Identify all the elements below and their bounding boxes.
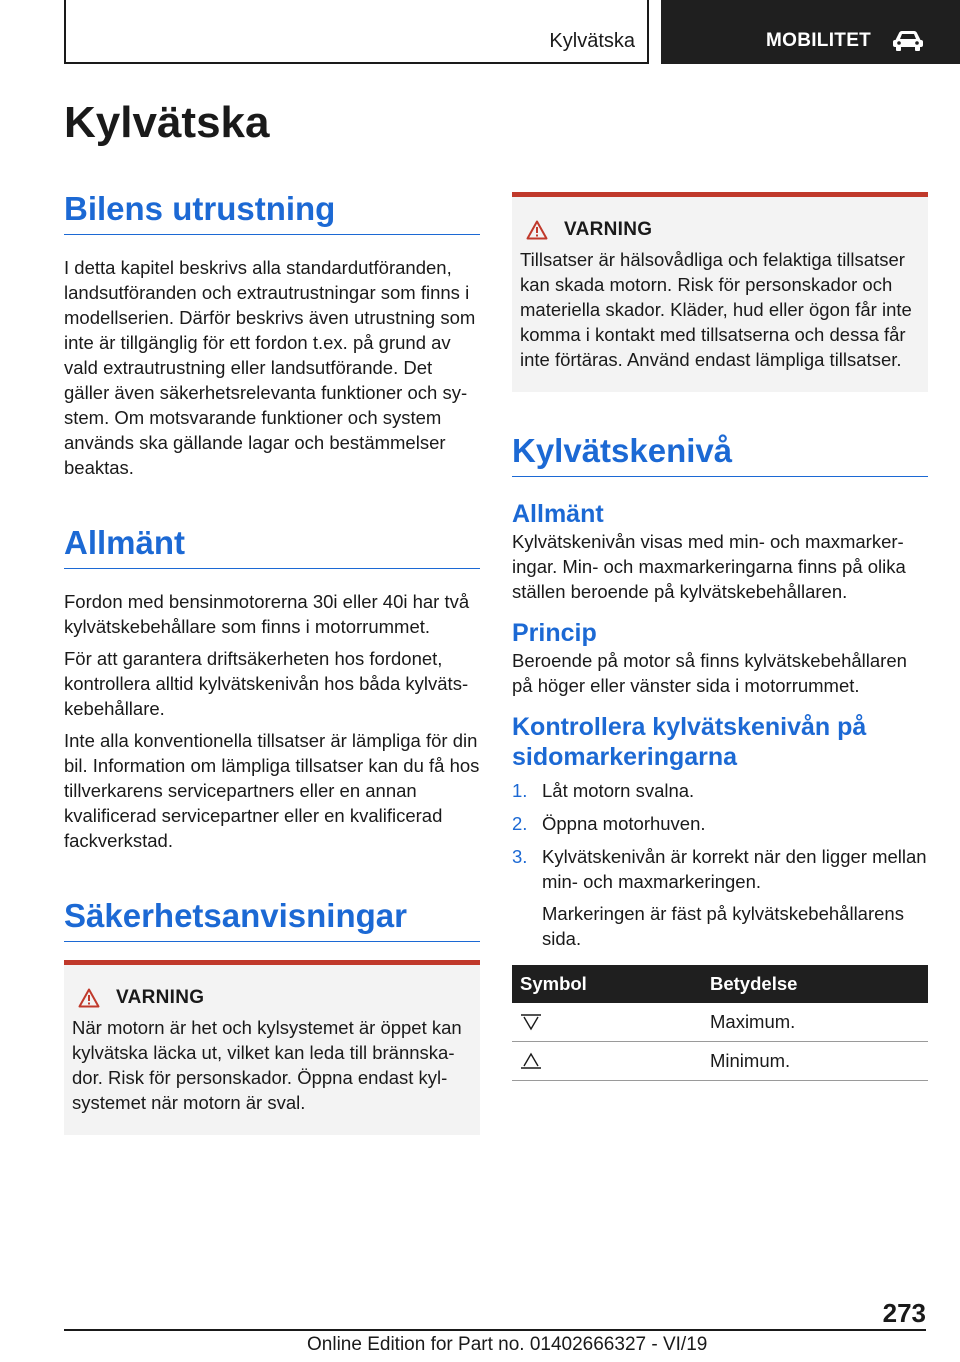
warning-triangle-icon [526,220,548,240]
symbol-table [512,965,928,1081]
warning-text: Tillsatser är hälsovådliga och felaktiga tillsatser kan skada motorn. Risk för personskador och materiella skador. Kläder, hud eller ögon får inte komma i kontakt med tillsatserna och dessa får inte förtäras. Använd endast lämpliga tillsatser. [520,249,912,370]
table-row [512,1042,928,1081]
niva-allmant-text: Kylvätskenivån visas med min- och maxmarkeringar. Min- och maxmarkeringarna finns på olika ställen beroende på kylvätskebehållaren. [512,531,906,602]
heading-kylvatskeniva: Kylvätskenivå [512,432,928,477]
warning-text: När motorn är het och kylsystemet är öppet kan kylvätska läcka ut, vilket kan leda till brännskador. Risk för personskador. Öppna endast kylsystemet när motorn är sval. [72,1017,462,1113]
table-cell-meaning: Minimum. [702,1042,928,1081]
header-title: Kylvätska [549,30,635,52]
warning-box-hot-coolant [64,960,480,1135]
heading-allmant: Allmänt [64,524,480,569]
footer-divider [64,1329,926,1331]
table-header-meaning: Betydelse [702,965,928,1003]
list-item: 2. Öppna motorhuven. [512,813,706,834]
allmant-paragraph-2: För att garantera driftsäkerheten hos fordonet, kontrollera alltid kylvätskenivån hos båda kylvätskebehållare. [64,648,469,719]
step3-note: Markeringen är fäst på kylvätskebehållarens sida. [542,903,904,949]
max-mark-icon [520,1013,542,1031]
allmant-paragraph-1: Fordon med bensinmotorerna 30i eller 40i har två kylvätskebehållare som finns i motorrummet. [64,591,470,637]
list-item: 3. Kylvätskenivån är korrekt när den ligger mellan min- och maxmarkeringen. Markeringen är fäst på kylvätskebehållarens sida. [512,846,927,949]
car-icon [891,28,925,52]
princip-text: Beroende på motor så finns kylvätskebehållaren på höger eller vänster sida i motorrummet. [512,650,907,696]
header-section: MOBILITET [766,30,872,51]
header-title-box [64,0,649,64]
header-section-box [661,0,960,64]
heading-bilens-utrustning: Bilens utrustning [64,190,480,235]
warning-box-additives [512,192,928,392]
page-title: Kylvätska [64,98,270,147]
allmant-paragraph-3: Inte alla konventionella tillsatser är lämpliga för din bil. Information om lämpliga tillsatser kan du få hos tillverkarens servicepartners eller en annan kvalificerad servicepartner eller en kvalificerad fackverkstad. [64,730,480,851]
page-number: 273 [882,1298,926,1328]
table-row [512,1003,928,1042]
edition-text: Online Edition for Part no. 01402666327 - VI/19 [307,1334,708,1355]
left-column [64,190,480,1135]
warning-label: VARNING [116,987,205,1008]
steps-list [512,778,928,951]
min-mark-icon [520,1052,542,1070]
warning-triangle-icon [78,988,100,1008]
warning-label: VARNING [564,219,653,240]
subheading-kontrollera: Kontrollera kylvätskenivån på sidomarkeringarna [512,713,867,771]
right-column [512,192,928,1081]
list-item: 1. Låt motorn svalna. [512,780,695,801]
bilens-text: I detta kapitel beskrivs alla standardutföranden, landsutföranden och extrautrustningar som finns i modellserien. Därför beskrivs även utrustning som inte är tillgänglig för ett fordon t.ex. på grund av vald extrautrustning eller landsutförande. Det gäller även säkerhetsrelevanta funktioner och system. Om motsvarande funktioner och system används ska gällande lagar och bestämmelser beaktas. [64,257,476,478]
table-cell-meaning: Maximum. [702,1003,928,1042]
subheading-princip: Princip [512,619,597,647]
heading-sakerhetsanvisningar: Säkerhetsanvisningar [64,897,480,942]
table-header-symbol: Symbol [512,965,702,1003]
subheading-allmant: Allmänt [512,500,604,528]
